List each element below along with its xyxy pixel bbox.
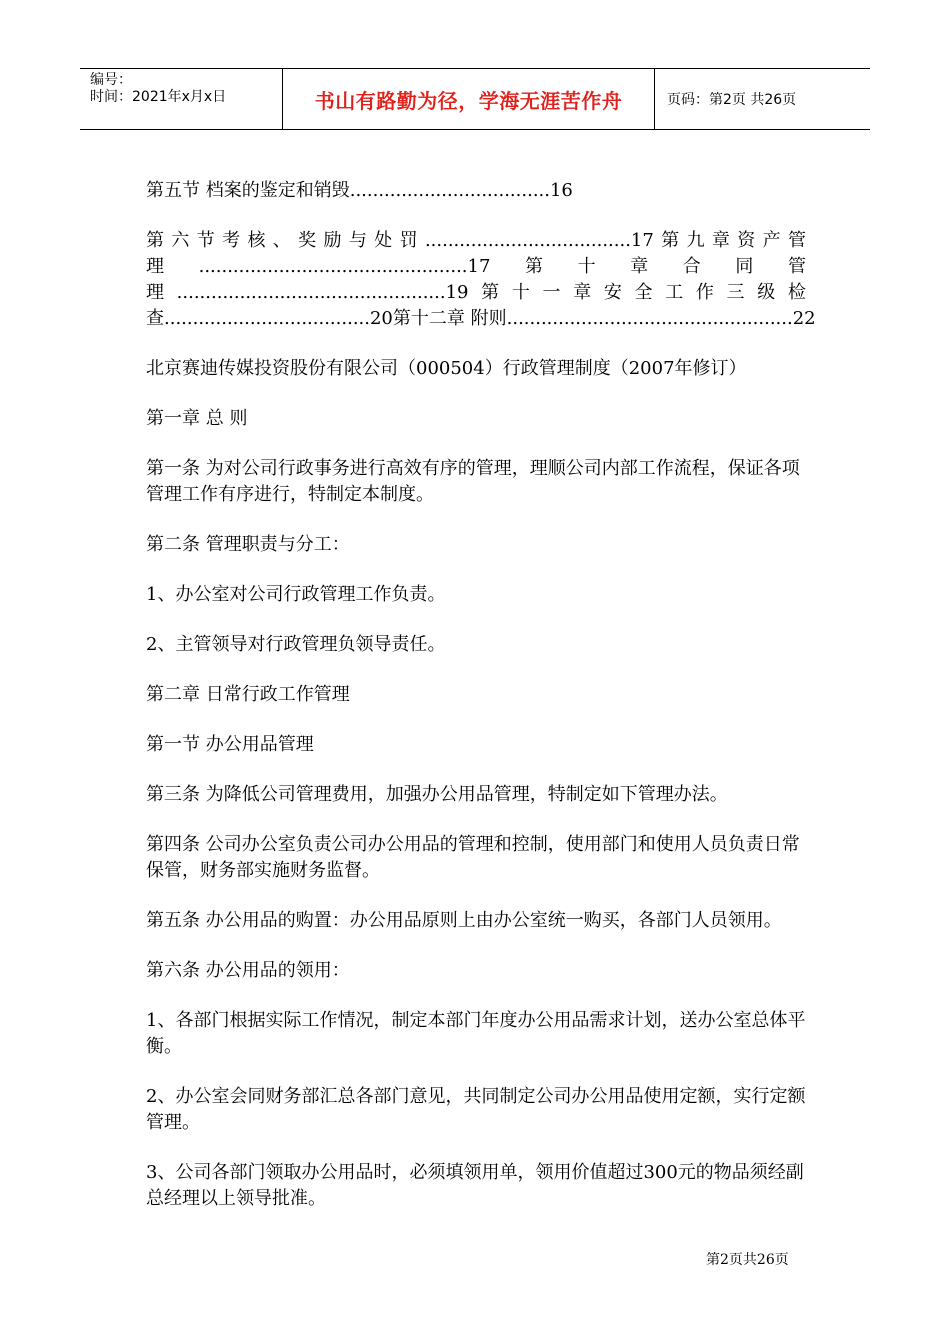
list-item: 3、公司各部门领取办公用品时，必须填领用单，领用价值超过300元的物品须经副总经理以上领导批准。 bbox=[146, 1162, 804, 1209]
chapter-heading: 第一章 总 则 bbox=[146, 408, 248, 429]
toc-line-4: 理 ...............................................19 第 十 一 章 安 全 工 作 三 级 检 bbox=[146, 282, 806, 303]
list-item: 2、办公室会同财务部汇总各部门意见，共同制定公司办公用品使用定额，实行定额管理。 bbox=[146, 1086, 806, 1133]
doc-number-label: 编号： bbox=[90, 72, 132, 88]
toc-block bbox=[146, 228, 816, 332]
header-meta bbox=[80, 69, 283, 129]
article-paragraph: 第六条 办公用品的领用： bbox=[146, 960, 350, 981]
list-item: 1、各部门根据实际工作情况，制定本部门年度办公用品需求计划，送办公室总体平衡。 bbox=[146, 1010, 806, 1057]
toc-line-1: 第五节 档案的鉴定和销毁...................................16 bbox=[146, 180, 573, 201]
header-motto: 书山有路勤为径，学海无涯苦作舟 bbox=[283, 69, 655, 129]
article-paragraph: 第五条 办公用品的购置：办公用品原则上由办公室统一购买，各部门人员领用。 bbox=[146, 910, 782, 931]
toc-line-2: 第 六 节 考 核 、 奖 励 与 处 罚 ....................................17 第 九 章 资 产 管 bbox=[146, 230, 806, 251]
page-header bbox=[80, 68, 870, 130]
document-body bbox=[146, 178, 816, 1236]
doc-date-label: 时间：2021年x月x日 bbox=[90, 89, 227, 105]
toc-line-3: 理 ...............................................17 第 十 章 合 同 管 bbox=[146, 256, 806, 277]
list-item: 1、办公室对公司行政管理工作负责。 bbox=[146, 584, 446, 605]
document-title: 北京赛迪传媒投资股份有限公司（000504）行政管理制度（2007年修订） bbox=[146, 358, 747, 379]
section-heading: 第一节 办公用品管理 bbox=[146, 734, 314, 755]
article-paragraph: 第四条 公司办公室负责公司办公用品的管理和控制，使用部门和使用人员负责日常保管，财务部实施财务监督。 bbox=[146, 834, 800, 881]
article-paragraph: 第三条 为降低公司管理费用，加强办公用品管理，特制定如下管理办法。 bbox=[146, 784, 728, 805]
chapter-heading: 第二章 日常行政工作管理 bbox=[146, 684, 350, 705]
article-paragraph: 第一条 为对公司行政事务进行高效有序的管理，理顺公司内部工作流程，保证各项管理工作有序进行，特制定本制度。 bbox=[146, 458, 800, 505]
toc-line-5: 查....................................20 第十二章 附则 ..................................................22 bbox=[146, 308, 816, 329]
page-footer: 第2页共26页 bbox=[706, 1252, 789, 1268]
article-paragraph: 第二条 管理职责与分工： bbox=[146, 534, 350, 555]
header-page-info: 页码：第2页 共26页 bbox=[667, 92, 797, 108]
list-item: 2、主管领导对行政管理负领导责任。 bbox=[146, 634, 446, 655]
